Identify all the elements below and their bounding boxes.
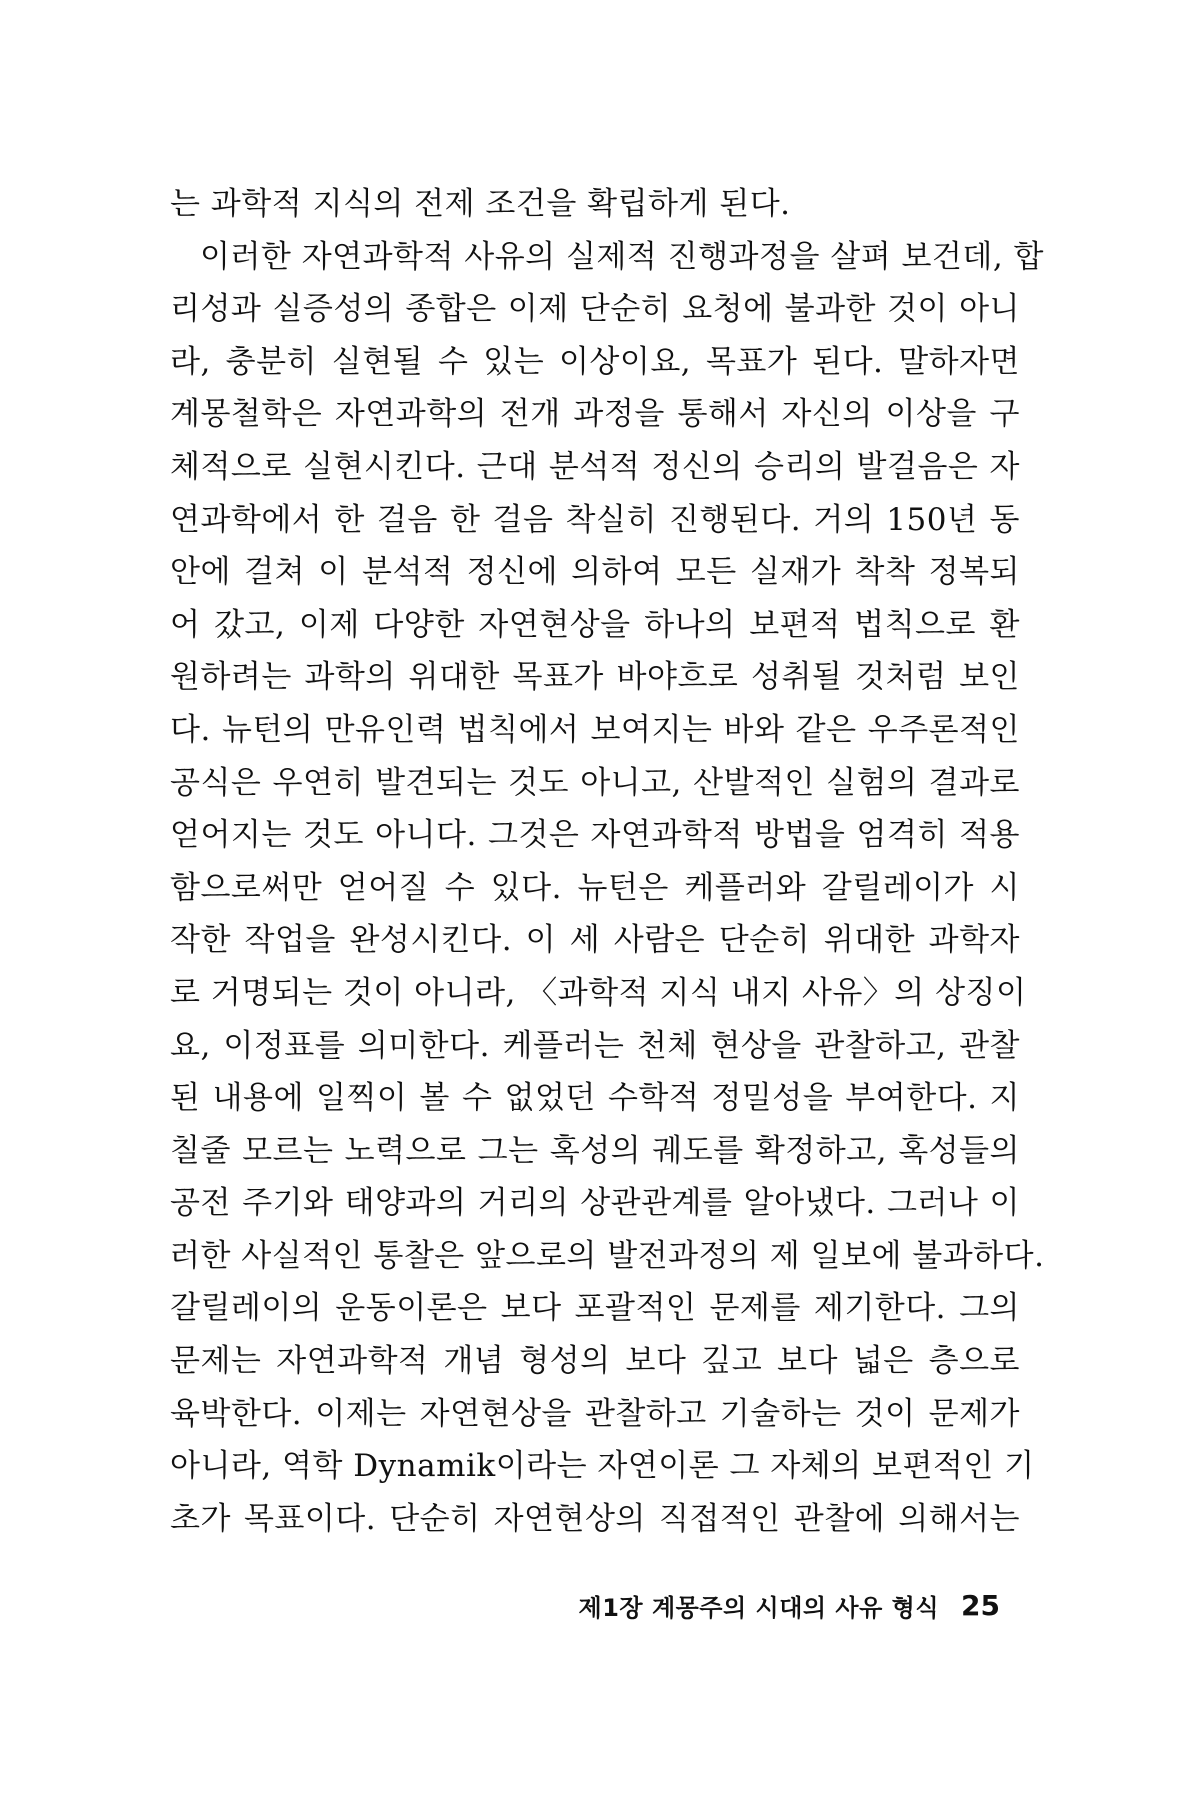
page-footer [560, 1585, 1000, 1625]
text-line: 러한 사실적인 통찰은 앞으로의 발전과정의 제 일보에 불과하다. [170, 1237, 1045, 1274]
text-line: 아니라, 역학 Dynamik이라는 자연이론 그 자체의 보편적인 기 [170, 1448, 1035, 1485]
text-line: 계몽철학은 자연과학의 전개 과정을 통해서 자신의 이상을 구 [170, 396, 1020, 433]
text-line: 육박한다. 이제는 자연현상을 관찰하고 기술하는 것이 문제가 [170, 1395, 1020, 1432]
text-line: 체적으로 실현시킨다. 근대 분석적 정신의 승리의 발걸음은 자 [170, 448, 1020, 485]
running-head: 제1장 계몽주의 시대의 사유 형식 [578, 1593, 940, 1622]
text-line: 연과학에서 한 걸음 한 걸음 착실히 진행된다. 거의 150년 동 [170, 501, 1020, 538]
text-line: 칠줄 모르는 노력으로 그는 혹성의 궤도를 확정하고, 혹성들의 [170, 1132, 1020, 1169]
text-line: 갈릴레이의 운동이론은 보다 포괄적인 문제를 제기한다. 그의 [170, 1290, 1020, 1327]
text-line: 안에 걸쳐 이 분석적 정신에 의하여 모든 실재가 착착 정복되 [170, 554, 1020, 591]
text-line: 된 내용에 일찍이 볼 수 없었던 수학적 정밀성을 부여한다. 지 [170, 1080, 1020, 1117]
text-line: 이러한 자연과학적 사유의 실제적 진행과정을 살펴 보건데, 합 [200, 238, 1044, 275]
text-line: 어 갔고, 이제 다양한 자연현상을 하나의 보편적 법칙으로 환 [170, 606, 1020, 643]
text-line: 작한 작업을 완성시킨다. 이 세 사람은 단순히 위대한 과학자 [170, 922, 1020, 959]
text-line: 다. 뉴턴의 만유인력 법칙에서 보여지는 바와 같은 우주론적인 [170, 711, 1020, 748]
text-line: 공식은 우연히 발견되는 것도 아니고, 산발적인 실험의 결과로 [170, 764, 1020, 801]
text-line: 문제는 자연과학적 개념 형성의 보다 깊고 보다 넓은 층으로 [170, 1343, 1020, 1380]
text-line: 리성과 실증성의 종합은 이제 단순히 요청에 불과한 것이 아니 [170, 291, 1020, 328]
text-line: 함으로써만 얻어질 수 있다. 뉴턴은 케플러와 갈릴레이가 시 [170, 869, 1020, 906]
page-number: 25 [961, 1588, 1000, 1622]
text-line: 초가 목표이다. 단순히 자연현상의 직접적인 관찰에 의해서는 [170, 1500, 1020, 1537]
text-line: 원하려는 과학의 위대한 목표가 바야흐로 성취될 것처럼 보인 [170, 659, 1020, 696]
text-line: 로 거명되는 것이 아니라, 〈과학적 지식 내지 사유〉의 상징이 [170, 974, 1027, 1011]
body-text [170, 178, 1045, 1545]
text-line: 는 과학적 지식의 전제 조건을 확립하게 된다. [170, 186, 791, 222]
text-line: 공전 주기와 태양과의 거리의 상관관계를 알아냈다. 그러나 이 [170, 1185, 1020, 1222]
text-line: 요, 이정표를 의미한다. 케플러는 천체 현상을 관찰하고, 관찰 [170, 1027, 1020, 1064]
text-line: 라, 충분히 실현될 수 있는 이상이요, 목표가 된다. 말하자면 [170, 343, 1020, 380]
text-line: 얻어지는 것도 아니다. 그것은 자연과학적 방법을 엄격히 적용 [170, 817, 1020, 854]
